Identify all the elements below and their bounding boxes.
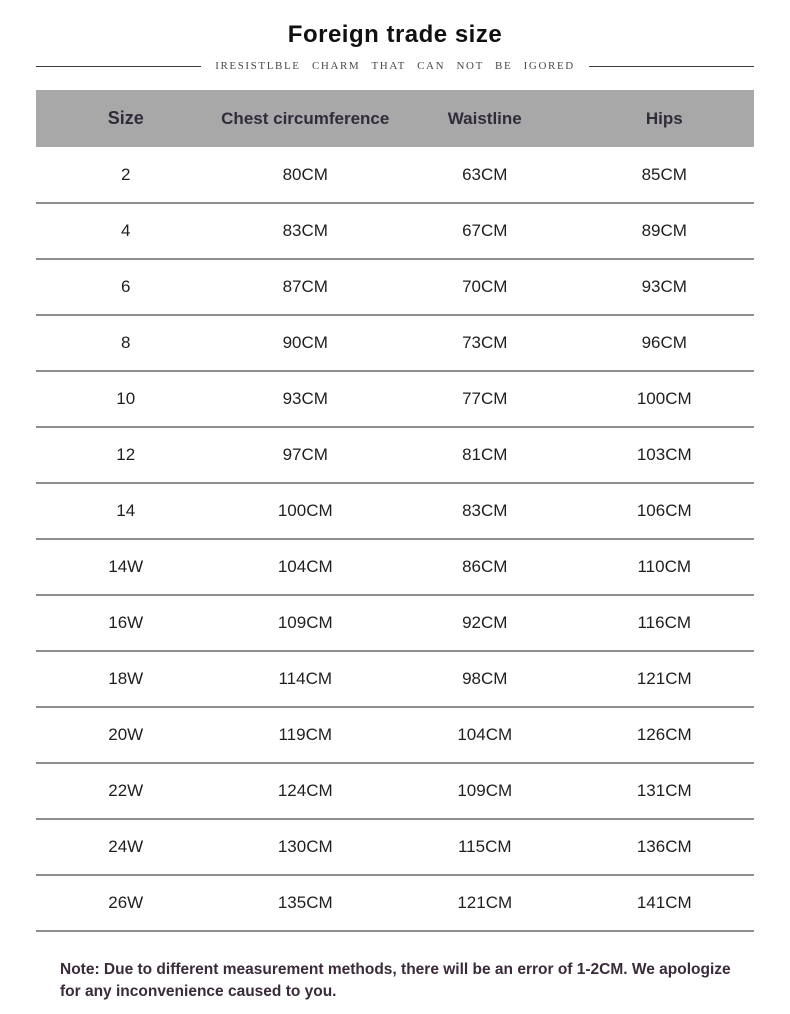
table-cell-size: 18W: [36, 651, 216, 707]
table-row: [36, 483, 754, 539]
table-cell-hips: 85CM: [575, 147, 755, 203]
table-row: [36, 651, 754, 707]
table-cell-waist: 77CM: [395, 371, 575, 427]
table-cell-hips: 103CM: [575, 427, 755, 483]
table-row: [36, 427, 754, 483]
table-cell-size: 10: [36, 371, 216, 427]
table-cell-hips: 110CM: [575, 539, 755, 595]
table-cell-size: 6: [36, 259, 216, 315]
table-cell-waist: 81CM: [395, 427, 575, 483]
table-cell-waist: 98CM: [395, 651, 575, 707]
table-header-row: [36, 90, 754, 147]
table-cell-chest: 114CM: [216, 651, 396, 707]
table-cell-size: 14W: [36, 539, 216, 595]
subtitle-left-line: [36, 66, 201, 67]
table-row: [36, 763, 754, 819]
table-cell-waist: 67CM: [395, 203, 575, 259]
table-cell-chest: 87CM: [216, 259, 396, 315]
size-table: [36, 90, 754, 932]
table-row: [36, 819, 754, 875]
column-header: Waistline: [395, 90, 575, 147]
table-cell-waist: 115CM: [395, 819, 575, 875]
table-cell-waist: 86CM: [395, 539, 575, 595]
table-cell-hips: 126CM: [575, 707, 755, 763]
table-cell-size: 24W: [36, 819, 216, 875]
table-cell-size: 12: [36, 427, 216, 483]
table-cell-hips: 131CM: [575, 763, 755, 819]
table-cell-chest: 135CM: [216, 875, 396, 931]
table-cell-chest: 93CM: [216, 371, 396, 427]
table-cell-hips: 93CM: [575, 259, 755, 315]
table-row: [36, 539, 754, 595]
note: Note: Due to different measurement methods, there will be an error of 1-2CM. We apologize for any inconvenience caused to you.: [60, 961, 731, 1000]
table-cell-size: 2: [36, 147, 216, 203]
table-row: [36, 707, 754, 763]
table-cell-hips: 136CM: [575, 819, 755, 875]
table-cell-chest: 104CM: [216, 539, 396, 595]
column-header: Chest circumference: [216, 90, 396, 147]
table-cell-waist: 83CM: [395, 483, 575, 539]
table-cell-waist: 73CM: [395, 315, 575, 371]
table-cell-size: 22W: [36, 763, 216, 819]
table-cell-chest: 109CM: [216, 595, 396, 651]
table-row: [36, 875, 754, 931]
table-row: [36, 315, 754, 371]
table-cell-size: 8: [36, 315, 216, 371]
table-cell-chest: 124CM: [216, 763, 396, 819]
table-cell-waist: 109CM: [395, 763, 575, 819]
table-cell-chest: 119CM: [216, 707, 396, 763]
page-title: Foreign trade size: [287, 21, 503, 48]
table-cell-waist: 121CM: [395, 875, 575, 931]
table-cell-hips: 89CM: [575, 203, 755, 259]
table-cell-hips: 121CM: [575, 651, 755, 707]
table-cell-size: 16W: [36, 595, 216, 651]
table-cell-chest: 97CM: [216, 427, 396, 483]
table-cell-hips: 106CM: [575, 483, 755, 539]
table-cell-chest: 83CM: [216, 203, 396, 259]
subtitle: [36, 60, 754, 72]
table-cell-chest: 90CM: [216, 315, 396, 371]
table-cell-size: 20W: [36, 707, 216, 763]
column-header: Size: [36, 90, 216, 147]
table-row: [36, 147, 754, 203]
table-cell-chest: 80CM: [216, 147, 396, 203]
subtitle-text: IRESISTLBLE CHARM THAT CAN NOT BE IGORED: [215, 60, 575, 72]
table-cell-hips: 100CM: [575, 371, 755, 427]
table-cell-chest: 130CM: [216, 819, 396, 875]
table-row: [36, 203, 754, 259]
table-cell-size: 14: [36, 483, 216, 539]
table-cell-waist: 104CM: [395, 707, 575, 763]
table-row: [36, 259, 754, 315]
table-cell-hips: 141CM: [575, 875, 755, 931]
subtitle-right-line: [589, 66, 754, 67]
size-table-body: [36, 147, 754, 931]
table-cell-waist: 70CM: [395, 259, 575, 315]
table-row: [36, 595, 754, 651]
table-cell-waist: 92CM: [395, 595, 575, 651]
table-cell-size: 26W: [36, 875, 216, 931]
table-cell-hips: 96CM: [575, 315, 755, 371]
table-cell-hips: 116CM: [575, 595, 755, 651]
size-table-head: [36, 90, 754, 147]
table-cell-size: 4: [36, 203, 216, 259]
column-header: Hips: [575, 90, 755, 147]
table-row: [36, 371, 754, 427]
table-cell-waist: 63CM: [395, 147, 575, 203]
table-cell-chest: 100CM: [216, 483, 396, 539]
